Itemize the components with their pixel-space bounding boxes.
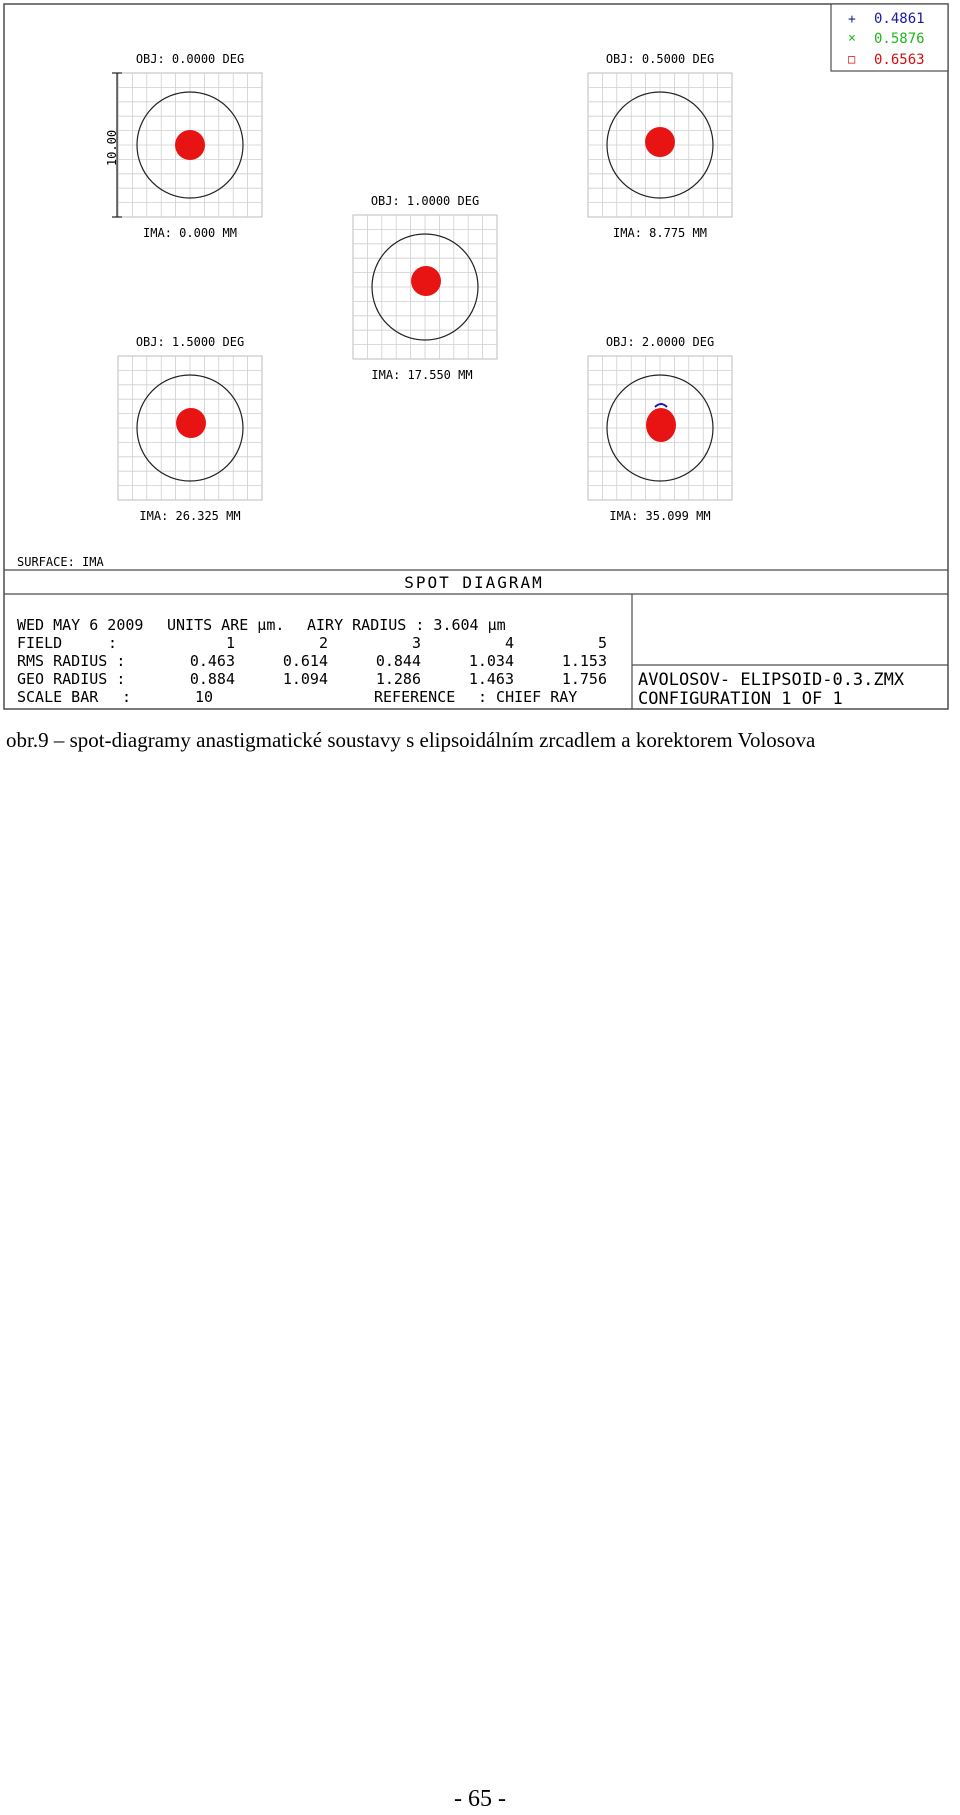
- scale-bar-row-value: 10: [195, 688, 214, 706]
- spot-blob: [411, 266, 441, 296]
- info-date: WED MAY 6 2009: [17, 616, 144, 634]
- reference-value: : CHIEF RAY: [478, 688, 578, 706]
- reference-label: REFERENCE: [374, 688, 456, 706]
- info-airy-radius: AIRY RADIUS : 3.604 µm: [307, 616, 506, 634]
- surface-label: SURFACE: IMA: [17, 555, 104, 569]
- spot-obj-label: OBJ: 1.0000 DEG: [370, 194, 480, 208]
- legend-symbol-3: □: [848, 52, 856, 66]
- configuration-label: CONFIGURATION 1 OF 1: [638, 689, 843, 709]
- legend-wavelength-2: 0.5876: [874, 31, 925, 47]
- scale-bar-row-colon: :: [122, 688, 132, 706]
- geo-label: GEO RADIUS :: [17, 670, 126, 688]
- field-number: 2: [318, 634, 328, 652]
- field-number: 1: [225, 634, 235, 652]
- scale-bar-row-label: SCALE BAR: [17, 688, 99, 706]
- page-number: - 65 -: [454, 1786, 506, 1812]
- legend-symbol-1: +: [848, 12, 856, 27]
- scale-bar-label: 10.00: [105, 129, 119, 167]
- info-units: UNITS ARE µm.: [167, 616, 285, 634]
- spot-blob: [646, 408, 676, 442]
- rms-value: 1.153: [561, 652, 607, 670]
- rms-value: 0.614: [282, 652, 328, 670]
- spot-diagram-svg: [0, 0, 960, 714]
- rms-label: RMS RADIUS :: [17, 652, 126, 670]
- legend-wavelength-1: 0.4861: [874, 11, 925, 27]
- geo-value: 1.756: [561, 670, 607, 688]
- rms-value: 0.463: [189, 652, 235, 670]
- rms-value: 0.844: [375, 652, 421, 670]
- diagram-title: SPOT DIAGRAM: [404, 573, 544, 592]
- field-label: FIELD: [17, 634, 63, 652]
- field-colon: :: [108, 634, 118, 652]
- spot-obj-label: OBJ: 0.0000 DEG: [135, 52, 245, 66]
- geo-value: 1.286: [375, 670, 421, 688]
- spot-blob: [175, 130, 205, 160]
- spot-ima-label: IMA: 0.000 MM: [143, 226, 237, 240]
- wavelength-legend: [831, 4, 948, 71]
- spot-ima-label: IMA: 26.325 MM: [139, 509, 241, 523]
- spot-ima-label: IMA: 17.550 MM: [371, 368, 473, 382]
- rms-value: 1.034: [468, 652, 514, 670]
- legend-wavelength-3: 0.6563: [874, 52, 925, 68]
- geo-value: 1.463: [468, 670, 514, 688]
- spot-diagram-figure: [0, 0, 960, 714]
- spot-ima-label: IMA: 8.775 MM: [613, 226, 707, 240]
- spot-obj-label: OBJ: 1.5000 DEG: [135, 335, 245, 349]
- field-number: 5: [597, 634, 607, 652]
- spot-obj-label: OBJ: 2.0000 DEG: [605, 335, 715, 349]
- field-number: 3: [411, 634, 421, 652]
- spot-obj-label: OBJ: 0.5000 DEG: [605, 52, 715, 66]
- geo-value: 1.094: [282, 670, 328, 688]
- spot-ima-label: IMA: 35.099 MM: [609, 509, 711, 523]
- field-number: 4: [504, 634, 514, 652]
- figure-caption: obr.9 – spot-diagramy anastigmatické soustavy s elipsoidálním zrcadlem a korektorem Volosova: [6, 728, 816, 752]
- spot-blob: [645, 127, 675, 157]
- spot-blob: [176, 408, 206, 438]
- file-name: AVOLOSOV- ELIPSOID-0.3.ZMX: [638, 670, 905, 690]
- geo-value: 0.884: [189, 670, 235, 688]
- legend-symbol-2: ×: [848, 31, 856, 46]
